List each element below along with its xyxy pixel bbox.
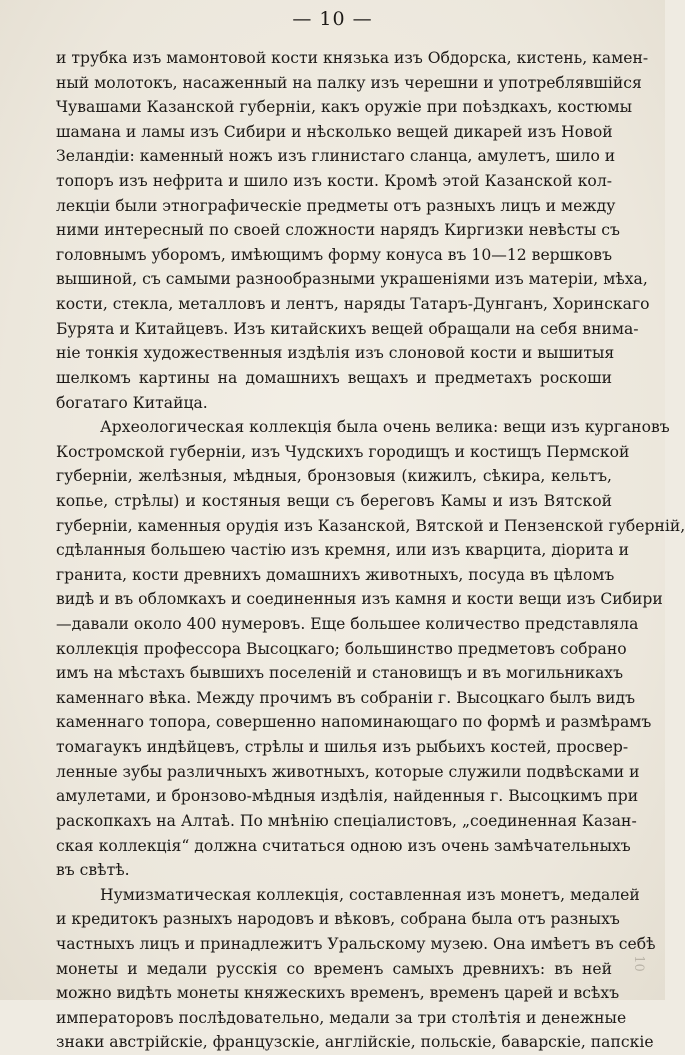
text-line: Чувашами Казанской губерніи, какъ оружіе при поѣздкахъ, костюмы — [56, 98, 633, 117]
text-line: ская коллекція“ должна считаться одною изъ очень замѣчательныхъ — [56, 836, 631, 855]
text-line: губерніи, желѣзныя, мѣдныя, бронзовыя (кижилъ, сѣкира, кельтъ, — [56, 467, 612, 486]
text-line: частныхъ лицъ и принадлежитъ Уральскому музею. Она имѣетъ въ себѣ — [56, 934, 656, 953]
text-line: ный молотокъ, насаженный на палку изъ черешни и употреблявшійся — [56, 73, 642, 92]
text-line: ними интересный по своей сложности нарядъ Киргизки невѣсты съ — [56, 221, 620, 240]
text-line: видѣ и въ обломкахъ и соединенныя изъ камня и кости вещи изъ Сибири — [56, 590, 663, 609]
text-line: каменнаго вѣка. Между прочимъ въ собраніи г. Высоцкаго былъ видъ — [56, 688, 636, 707]
text-line: вышиной, съ самыми разнообразными украшеніями изъ матеріи, мѣха, — [56, 270, 648, 289]
text-line: сдѣланныя большею частію изъ кремня, или изъ кварцита, діорита и — [56, 541, 629, 560]
text-line: амулетами, и бронзово-мѣдныя издѣлія, найденныя г. Высоцкимъ при — [56, 787, 639, 806]
text-line: шелкомъ картины на домашнихъ вещахъ и предметахъ роскоши — [56, 368, 612, 387]
text-line: въ свѣтѣ. — [56, 861, 130, 880]
text-line: Костромской губерніи, изъ Чудскихъ городищъ и костищъ Пермской — [56, 442, 630, 461]
text-line: раскопкахъ на Алтаѣ. По мнѣнію спеціалистовъ, „соединенная Казан- — [56, 811, 637, 830]
text-line: богатаго Китайца. — [56, 393, 208, 412]
text-line: лекціи были этнографическіе предметы отъ разныхъ лицъ и между — [56, 196, 616, 215]
text-line: топоръ изъ нефрита и шило изъ кости. Кромѣ этой Казанской кол- — [56, 172, 612, 191]
text-line: Бурята и Китайцевъ. Изъ китайскихъ вещей обращали на себя внима- — [56, 319, 639, 338]
text-line: кости, стекла, металловъ и лентъ, наряды Татаръ-Дунганъ, Хоринскаго — [56, 295, 650, 314]
text-line: знаки австрійскіе, французскіе, англійскіе, польскіе, баварскіе, папскіе — [56, 1033, 654, 1052]
text-line: копье, стрѣлы) и костяныя вещи съ береговъ Камы и изъ Вятской — [56, 491, 612, 510]
text-line: губерніи, каменныя орудія изъ Казанской, Вятской и Пензенской губерній, — [56, 516, 685, 535]
text-line: головнымъ уборомъ, имѣющимъ форму конуса въ 10—12 вершковъ — [56, 245, 612, 264]
text-line: шамана и ламы изъ Сибири и нѣсколько вещей дикарей изъ Новой — [56, 122, 613, 141]
text-line: ленные зубы различныхъ животныхъ, которые служили подвѣсками и — [56, 762, 640, 781]
text-line: Нумизматическая коллекція, составленная изъ монетъ, медалей — [100, 885, 640, 904]
body-text — [56, 46, 685, 1055]
text-line: Зеландіи: каменный ножъ изъ глинистаго сланца, амулетъ, шило и — [56, 147, 616, 166]
text-line: томагаукъ индѣйцевъ, стрѣлы и шилья изъ рыбьихъ костей, просвер- — [56, 738, 629, 757]
text-line: можно видѣть монеты княжескихъ временъ, временъ царей и всѣхъ — [56, 984, 620, 1003]
text-line: коллекція профессора Высоцкаго; большинство предметовъ собрано — [56, 639, 627, 658]
text-line: и трубка изъ мамонтовой кости князька изъ Обдорска, кистень, камен- — [56, 49, 649, 67]
text-line: гранита, кости древнихъ домашнихъ животныхъ, посуда въ цѣломъ — [56, 565, 615, 584]
margin-mark: 10 — [631, 955, 647, 972]
paragraph — [56, 46, 650, 415]
text-line: Археологическая коллекція была очень велика: вещи изъ кургановъ — [100, 418, 670, 437]
text-line: императоровъ послѣдовательно, медали за три столѣтія и денежные — [56, 1008, 627, 1027]
paragraph — [56, 415, 685, 883]
text-line: ніе тонкія художественныя издѣлія изъ слоновой кости и вышитыя — [56, 344, 615, 363]
text-line: и кредитокъ разныхъ народовъ и вѣковъ, собрана была отъ разныхъ — [56, 910, 620, 929]
text-line: —давали около 400 нумеровъ. Еще большее количество представляла — [56, 615, 639, 634]
text-line: каменнаго топора, совершенно напоминающаго по формѣ и размѣрамъ — [56, 713, 652, 732]
text-line: имъ на мѣстахъ бывшихъ поселеній и становищъ и въ могильникахъ — [56, 664, 624, 683]
page-number: — 10 — — [292, 8, 373, 30]
text-line: монеты и медали русскія со временъ самыхъ древнихъ: въ ней — [56, 959, 612, 978]
